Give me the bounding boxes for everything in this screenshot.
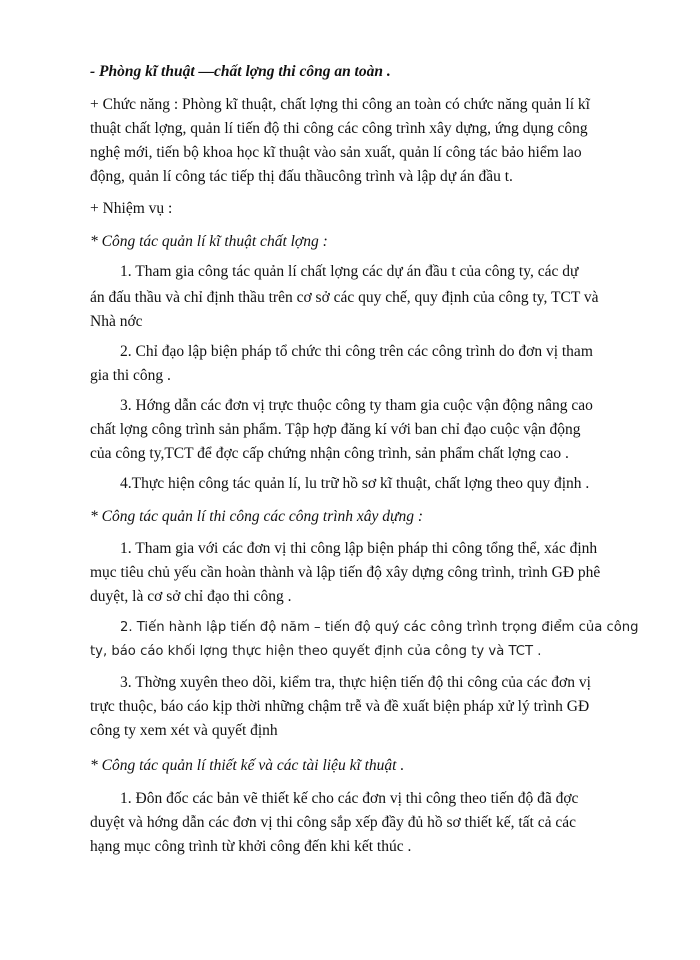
s2-item3-line-3: công ty xem xét và quyết định: [90, 722, 278, 739]
function-line-3: nghệ mới, tiến bộ khoa học kĩ thuật vào sản xuất, quản lí công tác bảo hiểm lao: [90, 144, 582, 161]
function-line-2: thuật chất lợng, quản lí tiến độ thi công các công trình xây dựng, ứng dụng công: [90, 120, 588, 137]
s1-item1-line-2: án đấu thầu và chỉ định thầu trên cơ sở các quy chế, quy định của công ty, TCT và: [90, 289, 599, 306]
function-line-4: động, quản lí công tác tiếp thị đấu thầucông trình và lập dự án đầu t.: [90, 168, 513, 185]
s2-item3-line-2: trực thuộc, báo cáo kịp thời những chậm trễ và đề xuất biện pháp xử lý trình GĐ: [90, 698, 590, 715]
s2-item1-line-1: 1. Tham gia với các đơn vị thi công lập biện pháp thi công tổng thể, xác định: [120, 540, 598, 557]
section2-title: * Công tác quản lí thi công các công trình xây dựng :: [90, 508, 424, 525]
s2-item2-line-1: 2. Tiến hành lập tiến độ năm – tiến độ quý các công trình trọng điểm của công: [120, 620, 639, 635]
s1-item3-line-2: chất lợng công trình sản phẩm. Tập hợp đăng kí với ban chỉ đạo cuộc vận động: [90, 421, 581, 438]
s1-item1-line-1: 1. Tham gia công tác quản lí chất lợng các dự án đầu t của công ty, các dự: [120, 263, 579, 280]
s2-item2-line-2: ty, báo cáo khối lợng thực hiện theo quyết định của công ty và TCT .: [90, 644, 542, 659]
s3-item1-line-3: hạng mục công trình từ khởi công đến khi kết thúc .: [90, 838, 412, 855]
function-line-1: + Chức năng : Phòng kĩ thuật, chất lợng thi công an toàn có chức năng quản lí kĩ: [90, 96, 590, 113]
s1-item4: 4.Thực hiện công tác quản lí, lu trữ hồ sơ kĩ thuật, chất lợng theo quy định .: [120, 475, 590, 492]
s1-item3-line-1: 3. Hớng dẫn các đơn vị trực thuộc công ty tham gia cuộc vận động nâng cao: [120, 397, 593, 414]
s2-item1-line-3: duyệt, là cơ sở chỉ đạo thi công .: [90, 588, 292, 605]
section1-title: * Công tác quản lí kĩ thuật chất lợng :: [90, 233, 328, 250]
s1-item2-line-2: gia thi công .: [90, 367, 171, 384]
s2-item3-line-1: 3. Thờng xuyên theo dõi, kiểm tra, thực hiện tiến độ thi công của các đơn vị: [120, 674, 591, 691]
section3-title: * Công tác quản lí thiết kế và các tài liệu kĩ thuật .: [90, 757, 405, 774]
s3-item1-line-1: 1. Đôn đốc các bản vẽ thiết kế cho các đơn vị thi công theo tiến độ đã đợc: [120, 790, 579, 807]
s1-item1-line-3: Nhà nớc: [90, 313, 143, 330]
s3-item1-line-2: duyệt và hớng dẫn các đơn vị thi công sắp xếp đầy đủ hồ sơ thiết kế, tất cả các: [90, 814, 576, 831]
s2-item1-line-2: mục tiêu chủ yếu cần hoàn thành và lập tiến độ xây dựng công trình, trình GĐ phê: [90, 564, 601, 581]
s1-item2-line-1: 2. Chỉ đạo lập biện pháp tổ chức thi công trên các công trình do đơn vị tham: [120, 343, 593, 360]
tasks-label: + Nhiệm vụ :: [90, 200, 173, 217]
section-heading: - Phòng kĩ thuật —chất lợng thi công an toàn .: [90, 63, 391, 80]
s1-item3-line-3: của công ty,TCT để đợc cấp chứng nhận công trình, sản phẩm chất lợng cao .: [90, 445, 569, 462]
